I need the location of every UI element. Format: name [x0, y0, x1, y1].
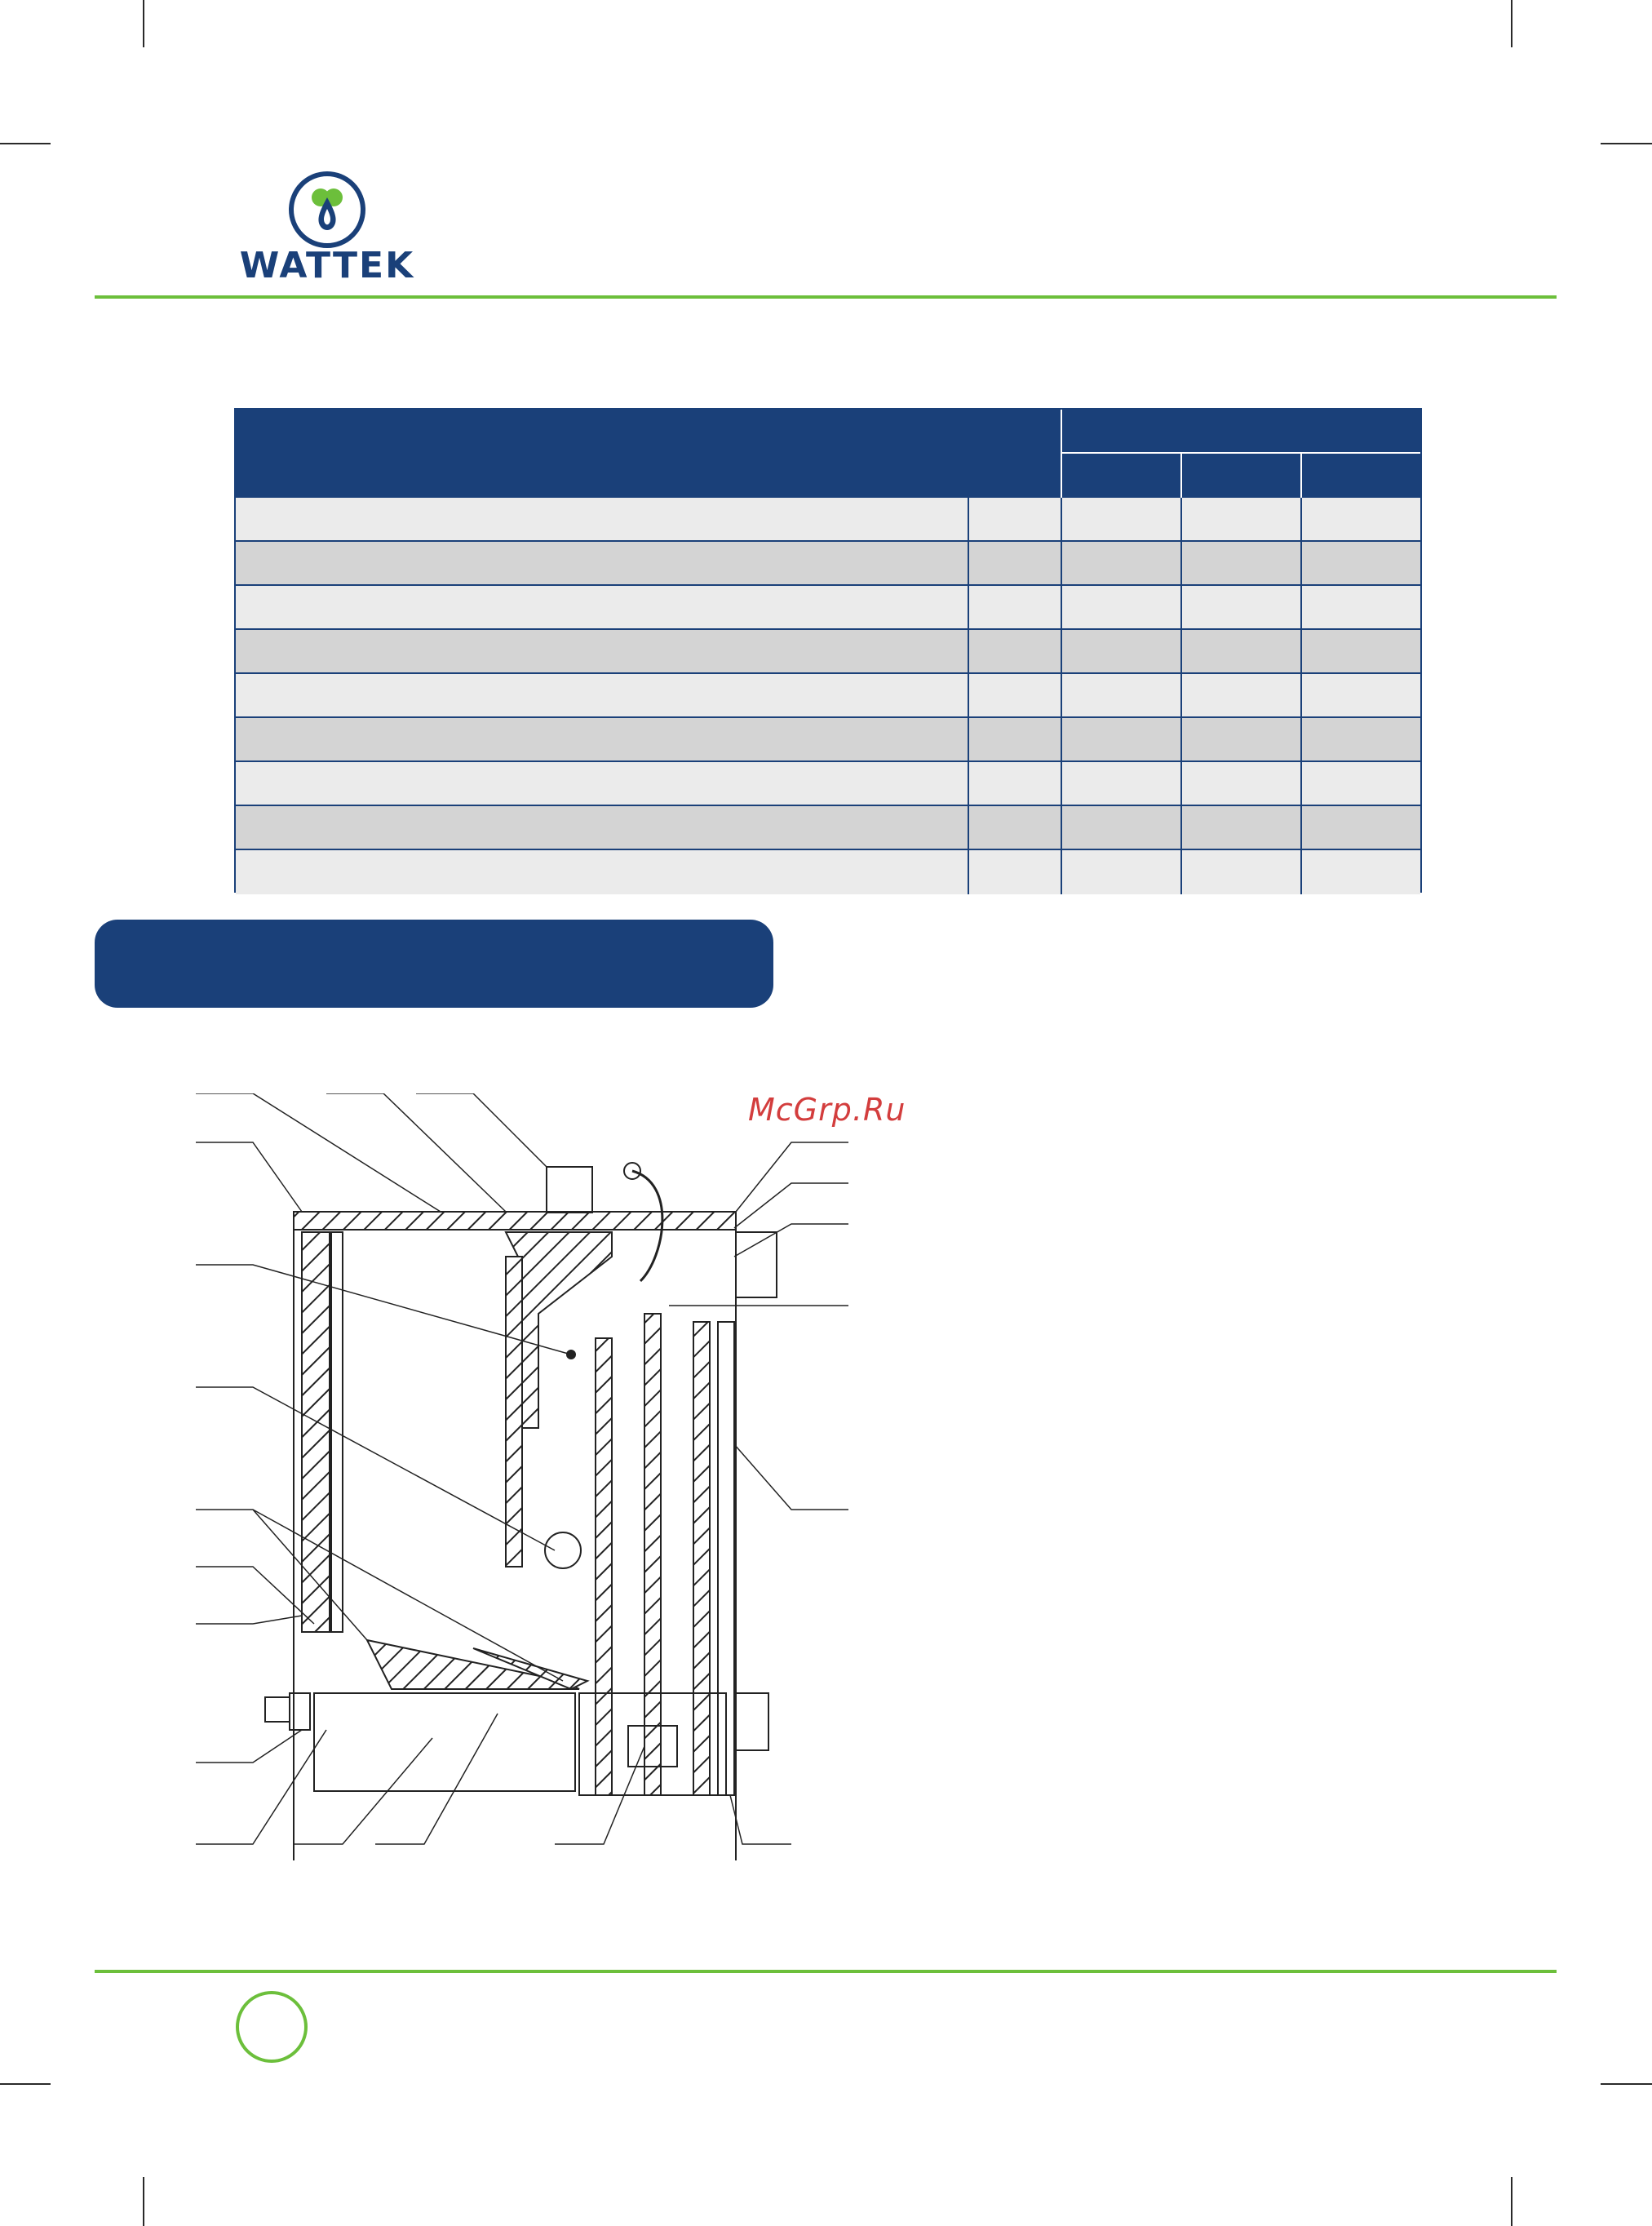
table-row — [236, 850, 1420, 894]
table-row — [236, 718, 1420, 762]
specs-header-model-1 — [1062, 454, 1180, 498]
table-divider-unit — [968, 498, 969, 894]
table-row — [236, 630, 1420, 674]
door-handle — [265, 1697, 290, 1722]
specs-header-model-2 — [1182, 454, 1300, 498]
specs-table — [234, 408, 1422, 893]
exchanger-tube-1 — [596, 1338, 612, 1795]
specs-header-parameter — [236, 410, 1061, 498]
specs-header-models — [1062, 410, 1420, 452]
ash-pan — [314, 1693, 575, 1791]
crop-mark-top-right — [1511, 0, 1512, 47]
table-row — [236, 806, 1420, 850]
flue-pipe — [547, 1167, 592, 1213]
boiler-diagram — [188, 1093, 881, 1860]
inspection-port — [545, 1532, 581, 1568]
specs-header-model-3 — [1302, 454, 1420, 498]
watermark: McGrp.Ru — [748, 1092, 906, 1128]
outlet-pipe — [736, 1232, 777, 1297]
header-rule — [95, 295, 1557, 299]
table-divider-model-1 — [1061, 498, 1062, 894]
grate — [367, 1640, 579, 1689]
wattek-drop-logo-icon — [287, 170, 367, 250]
table-row — [236, 498, 1420, 542]
table-row — [236, 762, 1420, 806]
table-divider-model-2 — [1180, 498, 1182, 894]
page-number-circle-icon — [236, 1991, 308, 2063]
bottom-fitting — [736, 1693, 768, 1750]
brand-name: WATTEK — [239, 245, 415, 286]
crop-mark-bottom-right — [1511, 2177, 1512, 2226]
exchanger-tube-3 — [693, 1322, 710, 1795]
table-divider-model-3 — [1300, 498, 1302, 894]
crop-mark-top-right-h — [1601, 143, 1652, 144]
exchanger-tube-2 — [644, 1314, 661, 1795]
table-row — [236, 586, 1420, 630]
left-wall — [302, 1232, 330, 1632]
crop-mark-bottom-right-h — [1601, 2083, 1652, 2085]
crop-mark-bottom-left — [143, 2177, 144, 2226]
top-panel — [294, 1212, 736, 1230]
table-row — [236, 542, 1420, 586]
footer-rule — [95, 1970, 1557, 1973]
section-banner — [95, 920, 773, 1008]
crop-mark-bottom-left-h — [0, 2083, 51, 2085]
crop-mark-top-left — [143, 0, 144, 47]
crop-mark-top-left-h — [0, 143, 51, 144]
table-row — [236, 674, 1420, 718]
